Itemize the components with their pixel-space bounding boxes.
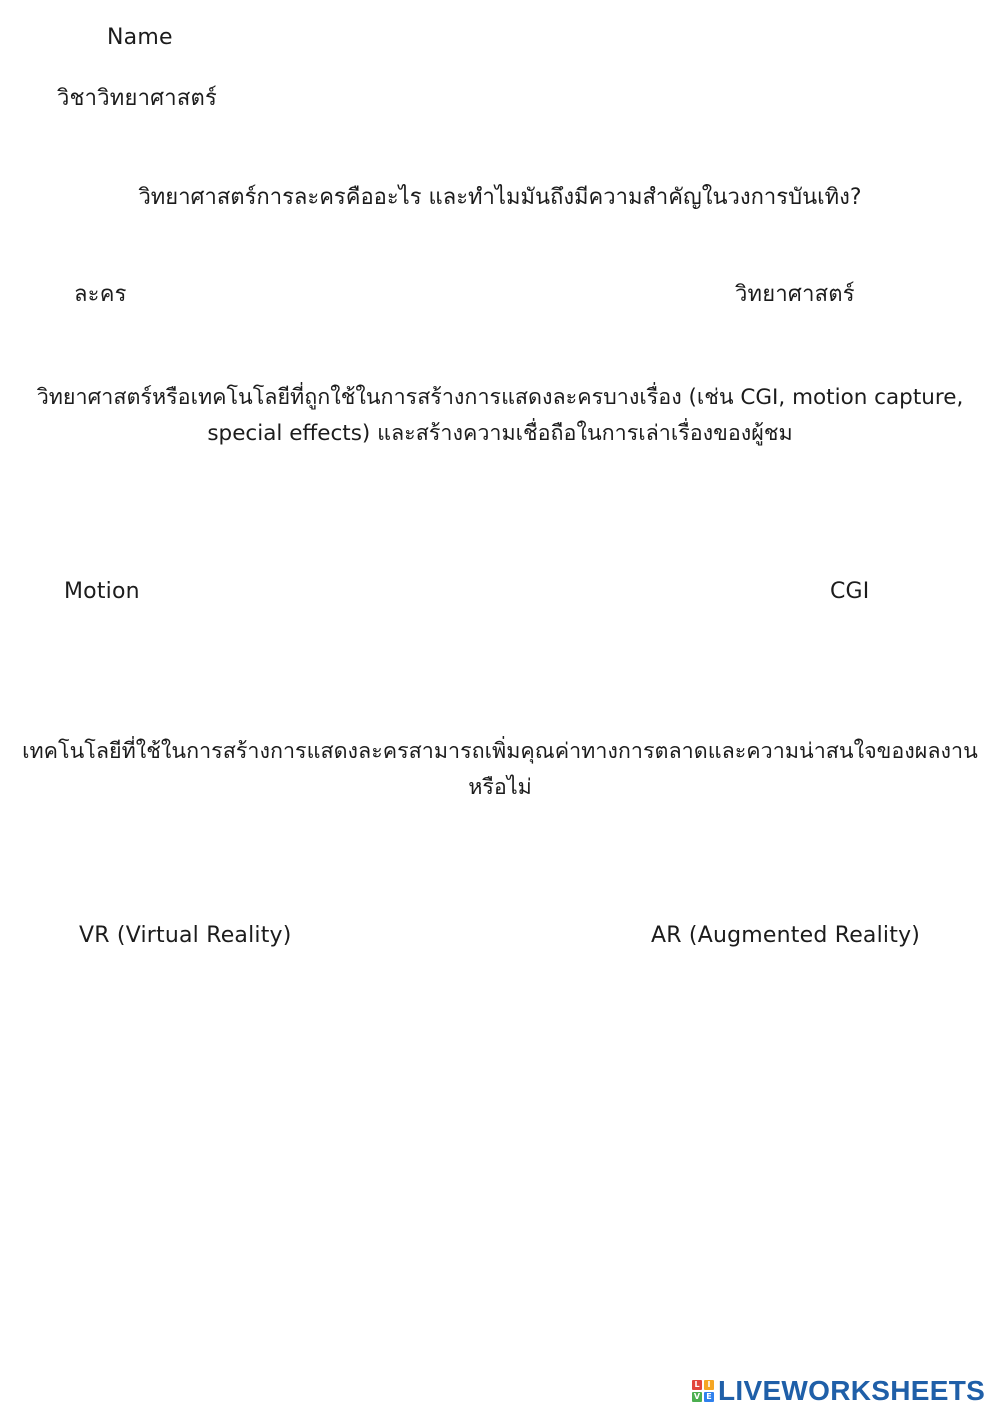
- question-2: [0, 380, 1000, 452]
- label-drama: ละคร: [74, 282, 127, 307]
- subject-title: วิชาวิทยาศาสตร์: [57, 86, 217, 111]
- question-1: [0, 180, 1000, 216]
- logo-mark-e: E: [704, 1392, 714, 1402]
- question-3: [0, 734, 1000, 806]
- question-1-text: วิทยาศาสตร์การละครคืออะไร และทำไมมันถึงมีความสำคัญในวงการบันเทิง?: [138, 185, 862, 210]
- name-label: Name: [107, 25, 173, 50]
- question-2-line-2: special effects) และสร้างความเชื่อถือในการเล่าเรื่องของผู้ชม: [207, 421, 793, 446]
- label-ar: AR (Augmented Reality): [651, 923, 921, 948]
- question-3-line-2: หรือไม่: [468, 775, 532, 800]
- logo-mark-icon: [692, 1380, 714, 1402]
- label-vr: VR (Virtual Reality): [79, 923, 292, 948]
- logo-wordmark: LIVEWORKSHEETS: [718, 1375, 986, 1406]
- label-cgi: CGI: [830, 579, 870, 604]
- liveworksheets-logo: [692, 1376, 985, 1406]
- logo-mark-v: V: [693, 1392, 701, 1401]
- label-motion: Motion: [64, 579, 140, 604]
- logo-mark-i: I: [704, 1380, 714, 1390]
- logo-mark-l: L: [692, 1380, 702, 1390]
- label-science: วิทยาศาสตร์: [735, 282, 855, 307]
- question-3-line-1: เทคโนโลยีที่ใช้ในการสร้างการแสดงละครสามารถเพิ่มคุณค่าทางการตลาดและความน่าสนใจของผลงาน: [22, 739, 978, 764]
- question-2-line-1: วิทยาศาสตร์หรือเทคโนโลยีที่ถูกใช้ในการสร้างการแสดงละครบางเรื่อง (เช่น CGI, motion capture,: [36, 385, 964, 410]
